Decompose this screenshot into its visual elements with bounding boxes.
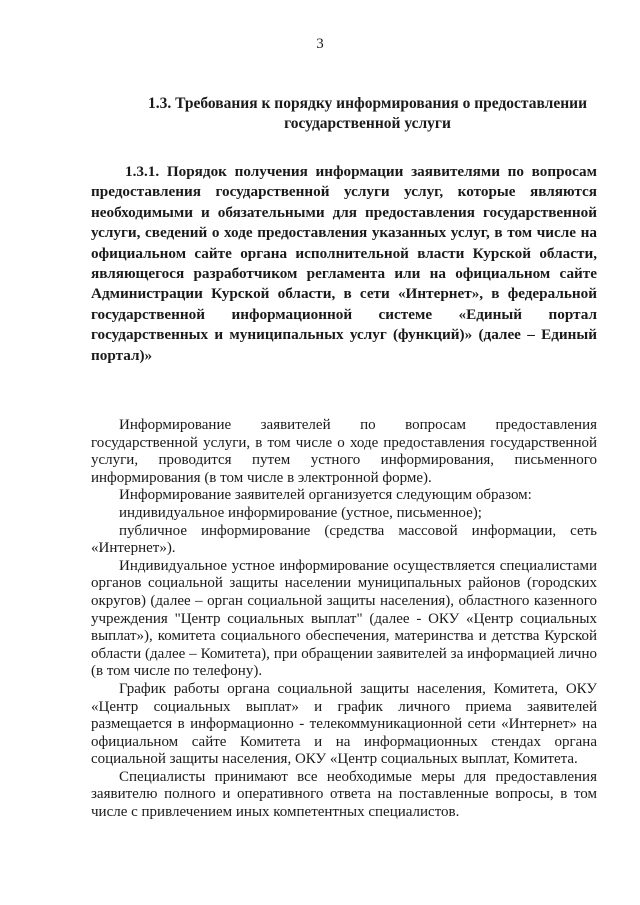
paragraph: Информирование заявителей по вопросам предоставления государственной услуги, в том числе о ходе предоставления государственной услуги, проводится путем устного информирования, письменного информирования (в том числе в электронной форме). <box>91 417 597 486</box>
paragraph: График работы органа социальной защиты населения, Комитета, ОКУ «Центр социальных выплат» и график личного приема заявителей размещается в информационно - телекоммуникационной сети «Интернет» на официальном сайте Комитета и на информационных стендах органа социальной защиты населения, ОКУ «Центр социальных выплат, Комитета. <box>91 680 597 768</box>
body-text <box>91 417 597 822</box>
section-heading: 1.3. Требования к порядку информирования о предоставлении государственной услуги <box>147 95 588 132</box>
paragraph: публичное информирование (средства массовой информации, сеть «Интернет»). <box>91 522 597 557</box>
page-number: 3 <box>316 36 324 52</box>
paragraph: Индивидуальное устное информирование осуществляется специалистами органов социальной защиты населении муниципальных районов (городских округов) (далее – орган социальной защиты населения), областного казенного учреждения "Центр социальных выплат" (далее - ОКУ «Центр социальных выплат»), комитета социального обеспечения, материнства и детства Курской области (далее – Комитета), при обращении заявителей за информацией лично (в том числе по телефону). <box>91 557 597 680</box>
paragraph: индивидуальное информирование (устное, письменное); <box>119 504 482 521</box>
paragraph: Специалисты принимают все необходимые меры для предоставления заявителю полного и оперативного ответа на поставленные вопросы, в том числе с привлечением иных компетентных специалистов. <box>91 768 597 821</box>
sub-heading: 1.3.1. Порядок получения информации заявителями по вопросам предоставления государственной услуги услуг, которые являются необходимыми и обязательными для предоставления государственной услуги, сведений о ходе предоставления указанных услуг, в том числе на официальном сайте органа исполнительной власти Курской области, являющегося разработчиком регламента или на официальном сайте Администрации Курской области, в сети «Интернет», в федеральной государственной информационной системе «Единый портал государственных и муниципальных услуг (функций)» (далее – Единый портал)» <box>91 163 597 364</box>
paragraph: Информирование заявителей организуется следующим образом: <box>119 487 532 504</box>
